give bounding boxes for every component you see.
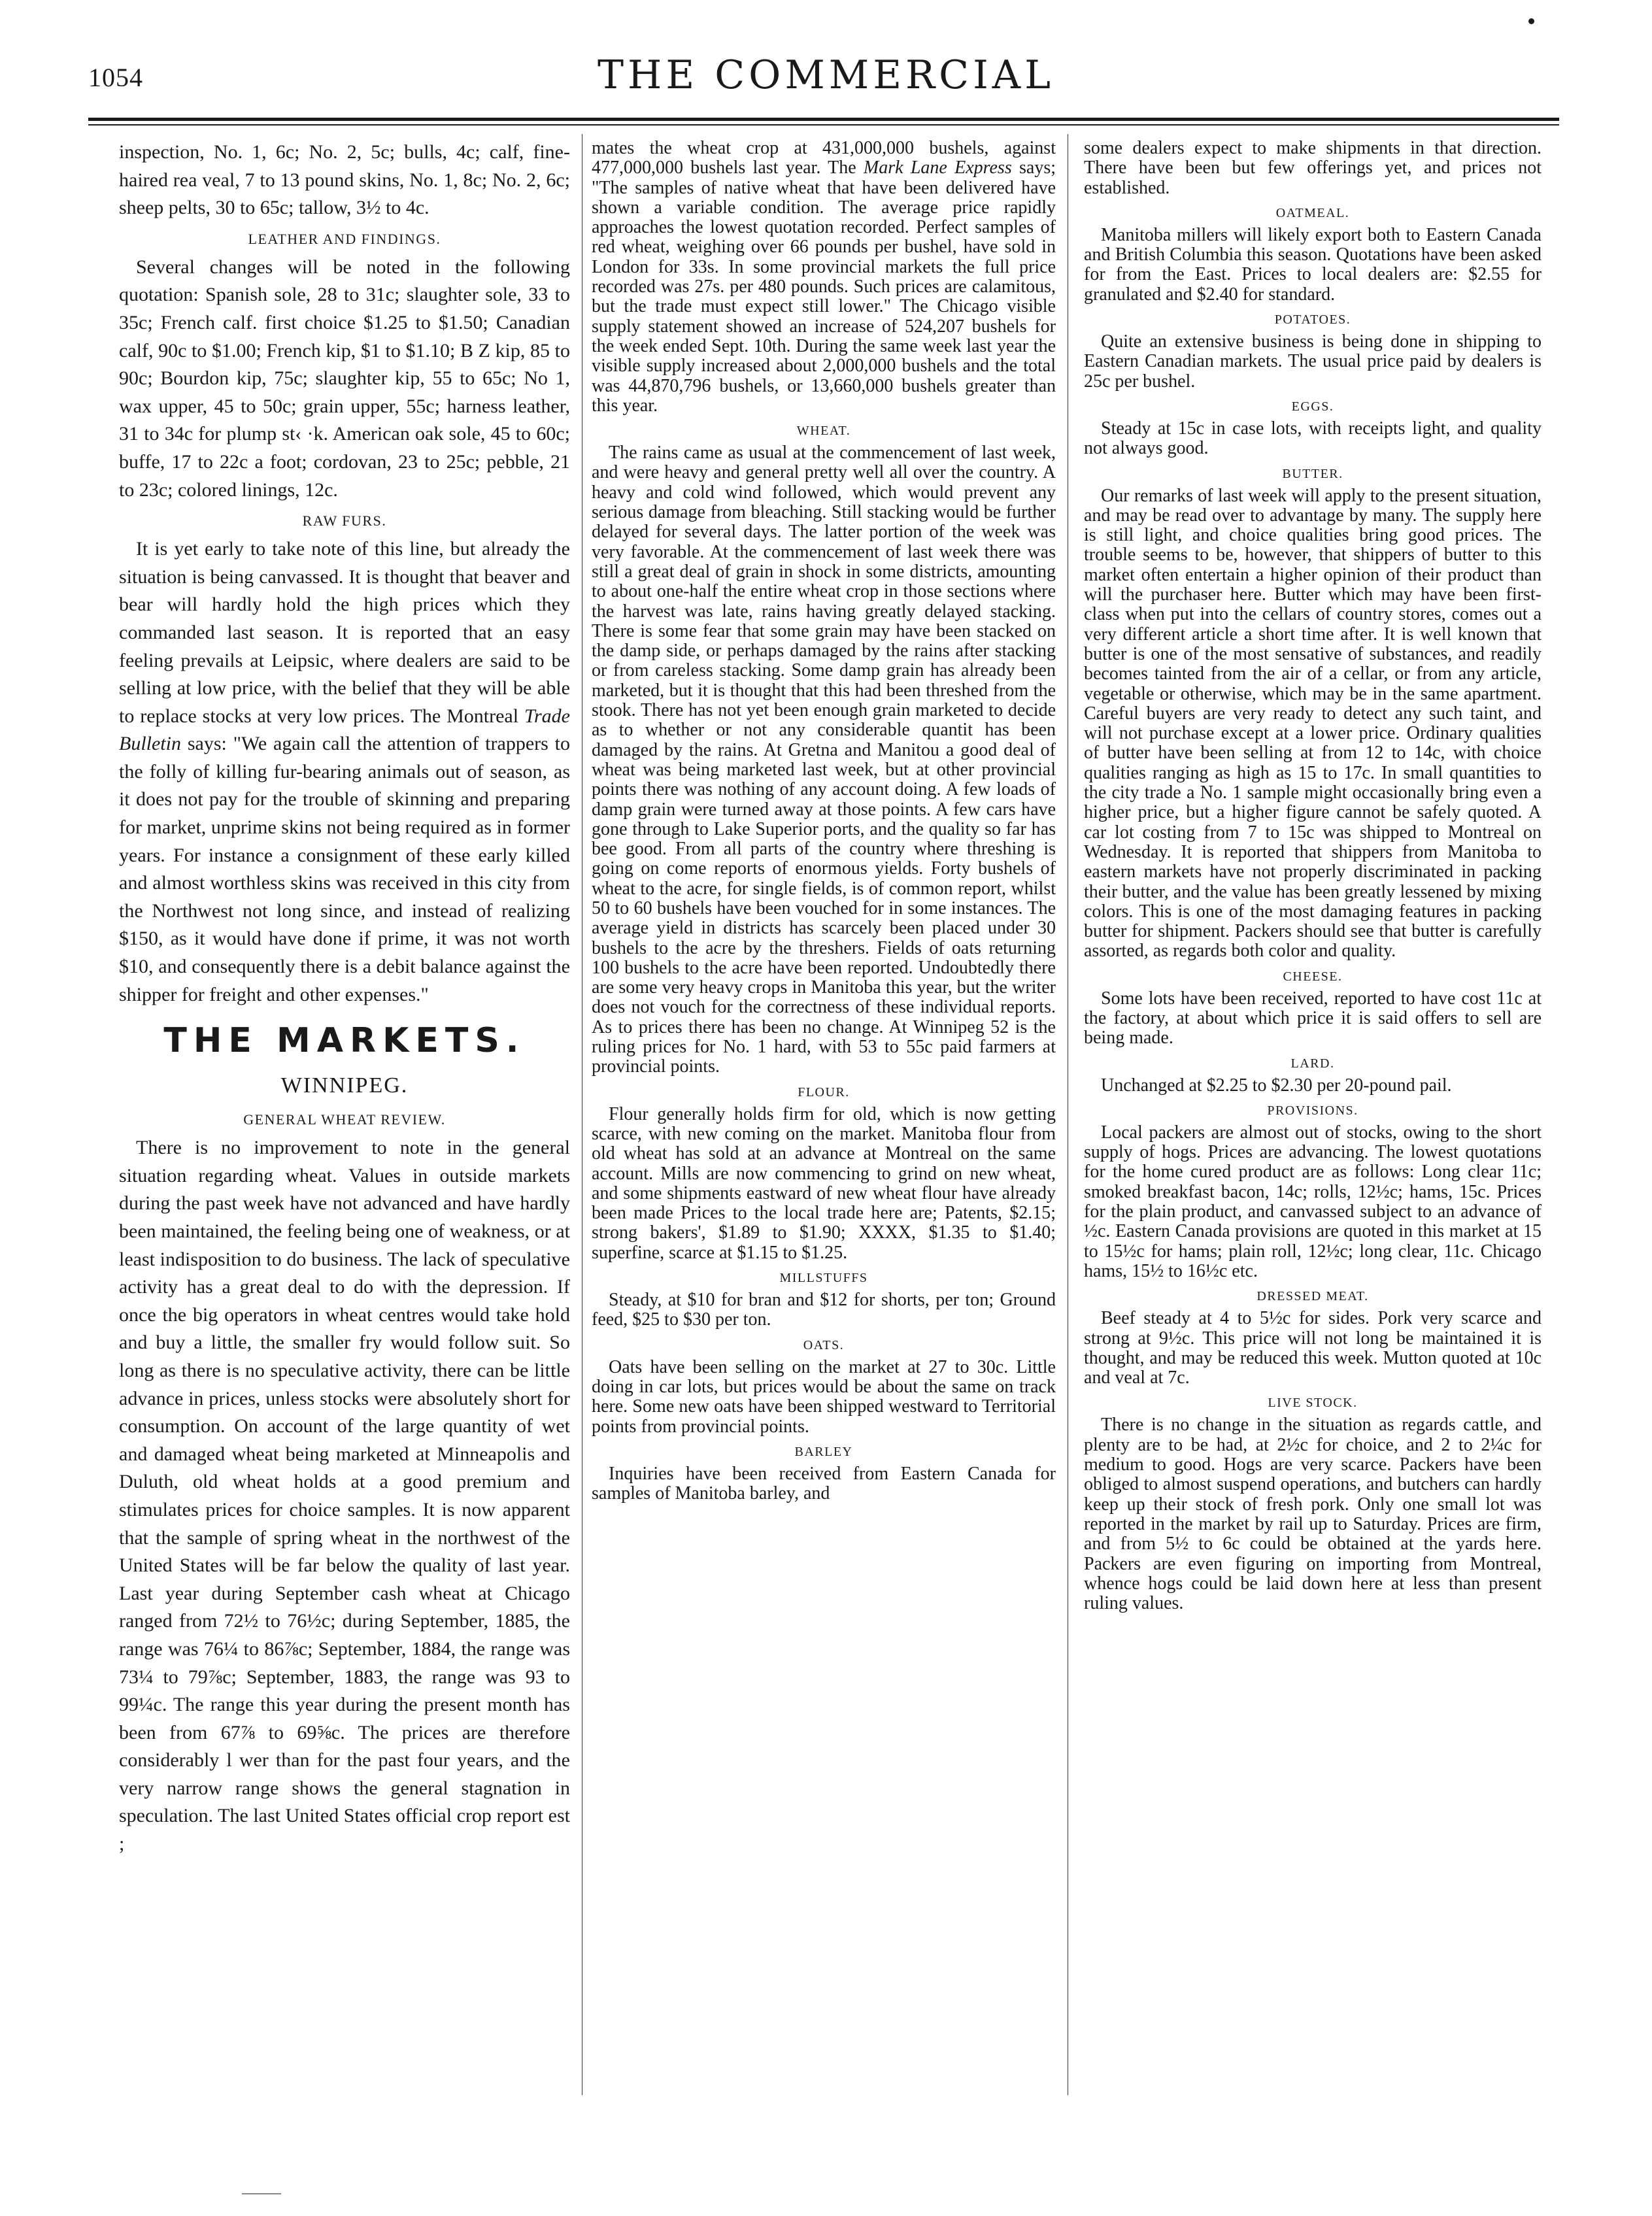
column-2 xyxy=(592,139,1056,1503)
paragraph-wheat: The rains came as usual at the commencement of last week, and were heavy and general pretty well all over the country. A heavy and cold wind followed, which would prevent any serious damage from bleaching. Still stacking would be further delayed for several days. The latter portion of the week was very favorable. At the commencement of last week there was still a great deal of grain in shock in some districts, amounting to about one-half the entire wheat crop in those sections where the harvest was late, rains having greatly delayed stacking. There is some fear that some grain may have been stacked on the damp side, or perhaps damaged by the rains after stacking or from careless stacking. Some damp grain has already been marketed, but it is thought that this had been threshed from the stook. There has not yet been enough grain marketed to decide as to whether or not any considerable quantit has been damaged by the rains. At Gretna and Manitou a good deal of wheat was being marketed last week, but at other provincial points there was nothing of any account doing. A few loads of damp grain were turned away at those points. A few cars have gone through to Lake Superior ports, and the quality so far has bee good. From all parts of the country where threshing is going on come reports of enormous yields. Forty bushels of wheat to the acre, for single fields, is of common report, whilst 50 to 60 bushels have been vouched for in some instances. The average yield in districts has scarcely been placed under 30 bushels to the acre by the threshers. Fields of oats returning 100 bushels to the acre have been reported. Undoubtedly there are some very heavy crops in Manitoba this year, but the writer does not vouch for the correctness of these individual reports. As to prices there has been no change. At Winnipeg 52 is the ruling prices for No. 1 hard, with 53 to 55c paid farmers at provincial points. xyxy=(592,443,1056,1077)
paragraph-millstuffs: Steady, at $10 for bran and $12 for shorts, per ton; Ground feed, $25 to $30 per ton. xyxy=(592,1290,1056,1330)
paragraph-cheese: Some lots have been received, reported to have cost 11c at the factory, at about which price it is said offers to sell are being made. xyxy=(1084,988,1542,1049)
heading-wheat: WHEAT. xyxy=(796,424,851,439)
page-header xyxy=(0,0,1652,127)
publication-name: Trade Bulletin xyxy=(119,705,570,755)
heading-oats: OATS. xyxy=(803,1337,845,1352)
heading-eggs: EGGS. xyxy=(1291,399,1334,414)
paragraph-flour: Flour generally holds firm for old, which is now getting scarce, with new coming on the market. Manitoba flour from old wheat has sold at an advance at Montreal on the same account. Mills are now commencing to grind on new wheat, and some shipments eastward of new wheat flour have already been made Prices to the local trade here are; Patents, $2.15; strong bakers', $1.89 to $1.90; XXXX, $1.35 to $1.40; superfine, scarce at $1.15 to $1.25. xyxy=(592,1103,1056,1263)
header-rule-thick xyxy=(88,118,1559,121)
heading-lard: LARD. xyxy=(1290,1056,1335,1071)
heading-leather: LEATHER AND FINDINGS. xyxy=(248,230,441,247)
heading-millstuffs: MILLSTUFFS xyxy=(779,1271,868,1286)
paragraph-barley: Inquiries have been received from Eastern Canada for samples of Manitoba barley, and xyxy=(592,1463,1056,1504)
column-3 xyxy=(1084,139,1542,1613)
heading-flour: FLOUR. xyxy=(798,1084,850,1100)
paragraph-crop-estimate: mates the wheat crop at 431,000,000 bushels, against 477,000,000 bushels last year. The Mark Lane Express says; "The samples of native wheat that have been delivered have shown a variable condition. The average price rapidly approaches the lowest quotation recorded. Perfect samples of red wheat, weighing over 66 pounds per bushel, have sold in London for 33s. In some provincial markets the full price recorded was 27s. per 480 pounds. Such prices are calamitous, but the trade must expect still lower." The Chicago visible supply statement showed an increase of 524,207 bushels for the week ended Sept. 10th. During the same week last year the visible supply increased about 2,000,000 bushels and the total was 44,870,796 bushels, or 13,660,000 bushels greater than this year. xyxy=(592,138,1056,416)
heading-barley: BARLEY xyxy=(794,1444,853,1459)
paragraph-eggs: Steady at 15c in case lots, with receipts light, and quality not always good. xyxy=(1084,418,1542,459)
paragraph-oatmeal: Manitoba millers will likely export both to Eastern Canada and British Columbia this season. Quotations have been asked for from the East. Prices to local dealers are: $2.55 for granulated and $2.40 for standard. xyxy=(1084,224,1542,305)
ink-dot xyxy=(1528,18,1534,24)
paragraph-lard: Unchanged at $2.25 to $2.30 per 20-pound pail. xyxy=(1101,1075,1452,1096)
column-1 xyxy=(119,139,570,1858)
masthead-title: THE COMMERCIAL xyxy=(598,52,1054,98)
heading-potatoes: POTATOES. xyxy=(1274,312,1351,327)
paragraph-dressed-meat: Beef steady at 4 to 5½c for sides. Pork very scarce and strong at 9½c. This price will not long be maintained it is thought, and may be reduced this week. Mutton quoted at 10c and veal at 7c. xyxy=(1084,1308,1542,1388)
header-rule-thin xyxy=(88,124,1559,126)
page-number: 1054 xyxy=(88,63,143,92)
paragraph-hides-end: inspection, No. 1, 6c; No. 2, 5c; bulls, 4c; calf, fine-haired rea veal, 7 to 13 pound skins, No. 1, 8c; No. 2, 6c; sheep pelts, 30 to 65c; tallow, 3½ to 4c. xyxy=(119,141,570,219)
heading-butter: BUTTER. xyxy=(1282,466,1343,481)
paragraph-potatoes: Quite an extensive business is being done in shipping to Eastern Canadian markets. The usual price paid by dealers is 25c per bushel. xyxy=(1084,331,1542,392)
heading-live-stock: LIVE STOCK. xyxy=(1268,1396,1358,1411)
section-title-markets: THE MARKETS. xyxy=(163,1021,526,1061)
paragraph-live-stock: There is no change in the situation as regards cattle, and plenty are to be had, at 2½c for choice, and 2 to 2¼c for medium to good. Hogs are very scarce. Packers have been obliged to almost suspend operations, and butchers can hardly keep up their stock of fresh pork. Only one small lot was reported in the market by rail up to Saturday. Prices are firm, and from 5½ to 6c could be obtained at the yards here. Packers are even figuring on importing from Montreal, whence hogs could be laid down here at less than present ruling values. xyxy=(1084,1415,1542,1614)
paragraph-provisions: Local packers are almost out of stocks, owing to the short supply of hogs. Prices are advancing. The lowest quotations for the home cured product are as follows: Long clear 11c; smoked breakfast bacon, 14c; rolls, 12½c; hams, 15c. Prices for the plain product, and canvassed subject to an advance of ½c. Eastern Canada provisions are quoted in this market at 15 to 15½c for hams; plain roll, 12½c; long clear, 11c. Chicago hams, 15½ to 16½c etc. xyxy=(1084,1122,1542,1281)
heading-dressed-meat: DRESSED MEAT. xyxy=(1256,1289,1369,1304)
paragraph-raw-furs: It is yet early to take note of this line, but already the situation is being canvassed. It is thought that beaver and bear will hardly hold the high prices which they commanded last season. It is reported that an easy feeling prevails at Leipsic, where dealers are said to be selling at low price, with the belief that they will be able to replace stocks at very low prices. The Montreal Trade Bulletin says: "We again call the attention of trappers to the folly of killing fur-bearing animals out of season, as it does not pay for the trouble of skinning and preparing for market, unprime skins not being required as in former years. For instance a consignment of these early killed and almost worthless skins was received in this city from the Northwest not long since, and instead of realizing $150, as it would have done if prime, it was not worth $10, and consequently there is a debit balance against the shipper for freight and other expenses." xyxy=(119,538,570,1005)
footer-mark xyxy=(242,2193,281,2194)
heading-general-wheat-review: GENERAL WHEAT REVIEW. xyxy=(243,1111,446,1128)
heading-provisions: PROVISIONS. xyxy=(1267,1103,1358,1118)
paragraph-barley-end: some dealers expect to make shipments in that direction. There have been but few offerings yet, and prices not established. xyxy=(1084,138,1542,198)
heading-raw-furs: RAW FURS. xyxy=(302,512,387,529)
paragraph-butter: Our remarks of last week will apply to the present situation, and may be read over to advantage by many. The supply here is still light, and choice qualities bring good prices. The trouble seems to be, however, that shippers of butter to this market often entertain a higher opinion of their product than will the purchaser here. Butter which may have been first-class when put into the cellars of country stores, comes out a very different article a short time after. It is well known that butter is one of the most sensative of substances, and readily becomes tainted from the air of a cellar, or from any article, vegetable or otherwise, which may be in the same apartment. Careful buyers are very ready to detect any such taint, and will not purchase except at a lower price. Ordinary qualities of butter have been selling at from 12 to 14c, with choice qualities ranging as high as 15 to 17c. In small quantities to the city trade a No. 1 sample might occasionally bring even a higher price, but a higher figure cannot be safely quoted. A car lot costing from 7 to 15c was shipped to Montreal on Wednesday. It is reported that shippers from Manitoba to eastern markets have not properly discriminated in packing their butter, and the value has been greatly lessened by mixing colors. This is one of the most damaging features in packing butter for shipment. Packers should see that butter is carefully assorted, as regards both color and quality. xyxy=(1084,485,1542,962)
heading-oatmeal: OATMEAL. xyxy=(1275,205,1350,220)
heading-cheese: CHEESE. xyxy=(1283,969,1343,984)
publication-name: Mark Lane Express xyxy=(863,158,1012,178)
paragraph-oats: Oats have been selling on the market at 27 to 30c. Little doing in car lots, but prices would be about the same on track here. Some new oats have been shipped westward to Territorial points from provincial points. xyxy=(592,1356,1056,1437)
paragraph-leather: Several changes will be noted in the following quotation: Spanish sole, 28 to 31c; slaughter sole, 33 to 35c; French calf. first choice $1.25 to $1.50; Canadian calf, 90c to $1.00; French kip, $1 to $1.10; B Z kip, 85 to 90c; Bourdon kip, 75c; slaughter kip, 55 to 65c; No 1, wax upper, 45 to 50c; grain upper, 55c; harness leather, 31 to 34c for plump st‹ ·k. American oak sole, 45 to 60c; buffe, 17 to 22c a foot; cordovan, 23 to 25c; pebble, 21 to 23c; colored linings, 12c. xyxy=(119,256,570,501)
subsection-winnipeg: WINNIPEG. xyxy=(280,1073,409,1098)
paragraph-wheat-review: There is no improvement to note in the general situation regarding wheat. Values in outside markets during the past week have not advanced and have hardly been maintained, the feeling being one of weakness, or at least indisposition to do business. The lack of speculative activity has a great deal to do with the depression. If once the big operators in wheat centres would take hold and buy a little, the smaller fry would follow suit. So long as there is no speculative activity, there can be little advance in prices, unless stocks were absolutely short for consumption. On account of the large quantity of wet and damaged wheat being marketed at Minneapolis and Duluth, old wheat holds at a good premium and stimulates prices for choice samples. It is now apparent that the sample of spring wheat in the northwest of the United States will be far below the quality of last year. Last year during September cash wheat at Chicago ranged from 72½ to 76½c; during September, 1885, the range was 76¼ to 86⅞c; September, 1884, the range was 73¼ to 79⅞c; September, 1883, the range was 93 to 99¼c. The range this year during the present month has been from 67⅞ to 69⅝c. The prices are therefore considerably l wer than for the past four years, and the very narrow range shows the general stagnation in speculation. The last United States official crop report est ; xyxy=(119,1137,570,1855)
